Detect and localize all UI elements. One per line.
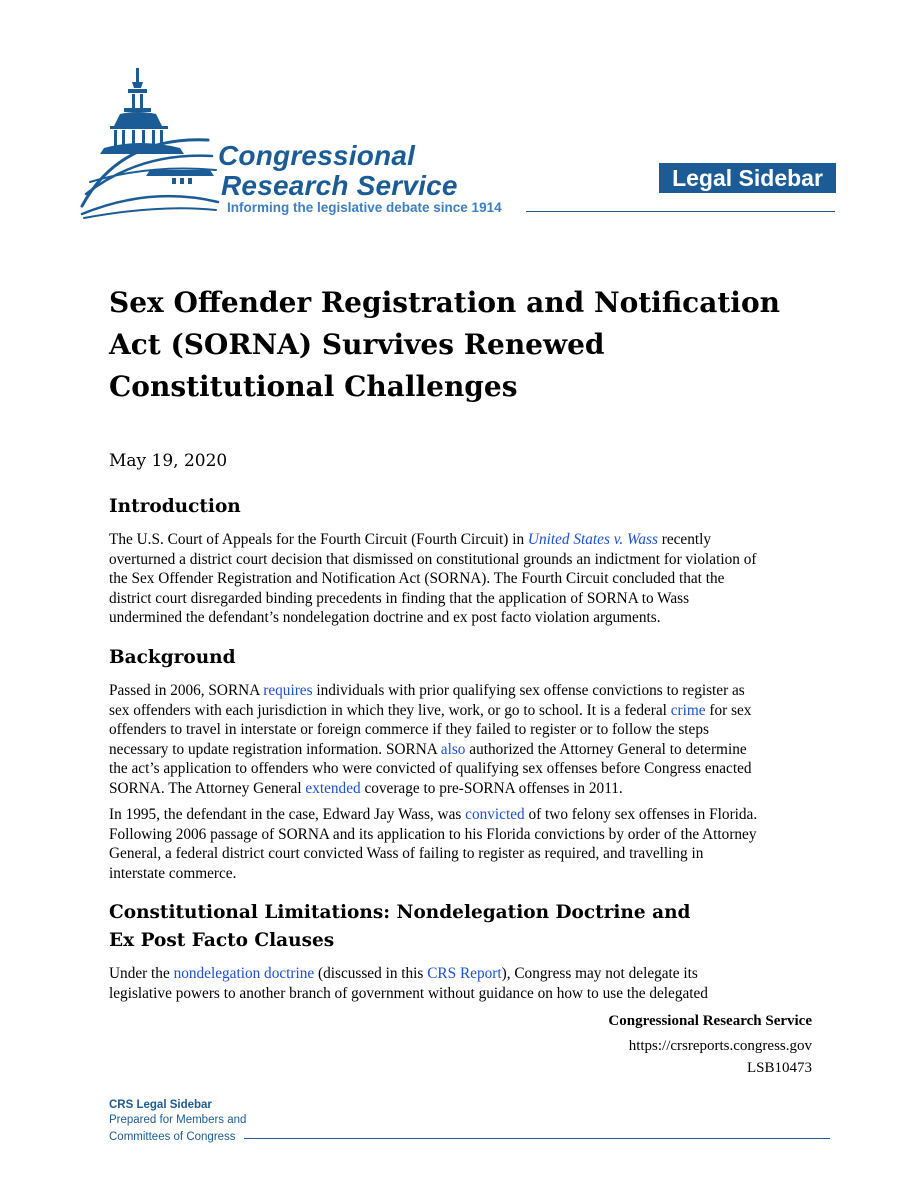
- link-nondelegation-doctrine[interactable]: nondelegation doctrine: [173, 965, 315, 982]
- footer-audience-line1: Prepared for Members and: [109, 1114, 247, 1126]
- section-heading-background: Background: [109, 647, 236, 668]
- text-line: General, a federal district court convicted Wass of failing to register as required, and travelling in: [109, 845, 704, 862]
- footer-audience-line2: Committees of Congress: [109, 1131, 236, 1143]
- title-line: Act (SORNA) Survives Renewed: [109, 328, 605, 361]
- header-rule: [526, 211, 835, 212]
- intro-paragraph: [109, 530, 819, 628]
- link-also[interactable]: also: [440, 740, 466, 758]
- text-line: legislative powers to another branch of government without guidance on how to use the delegated: [109, 984, 708, 1002]
- text-run: necessary to update registration information. SORNA: [109, 740, 441, 758]
- footer-url[interactable]: https://crsreports.congress.gov: [628, 1038, 812, 1054]
- org-tagline: Informing the legislative debate since 1914: [227, 200, 502, 215]
- background-paragraph-1: [109, 681, 819, 798]
- text-run: for sex: [705, 701, 752, 719]
- text-run: authorized the Attorney General to determine: [465, 740, 747, 758]
- text-run: of two felony sex offenses in Florida.: [524, 806, 758, 823]
- footer-doc-id: LSB10473: [746, 1060, 812, 1076]
- page-title: [109, 282, 809, 408]
- text-line: the act’s application to offenders who were convicted of qualifying sex offenses before Congress enacted: [109, 760, 752, 777]
- text-run: SORNA. The Attorney General: [109, 779, 306, 797]
- text-run: individuals with prior qualifying sex offense convictions to register as: [312, 682, 745, 699]
- text-run: (discussed in this: [314, 965, 428, 982]
- link-crime[interactable]: crime: [670, 701, 706, 719]
- text-line: interstate commerce.: [109, 864, 237, 882]
- text-run: sex offenders with each jurisdiction in which they live, work, or go to school. It is a federal: [109, 701, 671, 719]
- section-heading-constitutional-line2: Ex Post Facto Clauses: [109, 930, 335, 951]
- title-line: Sex Offender Registration and Notification: [109, 286, 780, 319]
- text-run: In 1995, the defendant in the case, Edward Jay Wass, was: [109, 806, 466, 823]
- link-extended[interactable]: extended: [305, 779, 361, 797]
- link-requires[interactable]: requires: [263, 682, 313, 699]
- text-line: undermined the defendant’s nondelegation doctrine and ex post facto violation arguments.: [109, 609, 661, 626]
- text-run: recently: [657, 531, 712, 548]
- text-line: the Sex Offender Registration and Notification Act (SORNA). The Fourth Circuit concluded that the: [109, 570, 725, 587]
- footer-rule: [244, 1138, 830, 1139]
- link-crs-report[interactable]: CRS Report: [427, 965, 502, 982]
- text-run: coverage to pre-SORNA offenses in 2011.: [360, 779, 623, 797]
- org-name-line1: Congressional: [218, 140, 416, 171]
- section-heading-constitutional-line1: Constitutional Limitations: Nondelegation Doctrine and: [109, 902, 691, 923]
- text-run: ), Congress may not delegate its: [501, 965, 698, 982]
- footer-org: Congressional Research Service: [608, 1013, 812, 1029]
- text-line: Following 2006 passage of SORNA and its application to his Florida convictions by order of the Attorney: [109, 825, 757, 843]
- title-line: Constitutional Challenges: [109, 370, 518, 403]
- org-name-line2: Research Service: [221, 170, 458, 201]
- text-run: Passed in 2006, SORNA: [109, 682, 264, 699]
- footer-series: CRS Legal Sidebar: [109, 1099, 212, 1111]
- section-heading-introduction: Introduction: [109, 496, 241, 517]
- background-paragraph-2: [109, 805, 819, 883]
- text-line: district court disregarded binding precedents in finding that the application of SORNA to Wass: [109, 589, 690, 607]
- text-line: overturned a district court decision that dismissed on constitutional grounds an indictment for violation of: [109, 550, 757, 568]
- text-line: offenders to travel in interstate or foreign commerce if they failed to register or to follow the steps: [109, 721, 709, 738]
- text-run: The U.S. Court of Appeals for the Fourth Circuit (Fourth Circuit) in: [109, 531, 528, 548]
- text-run: Under the: [109, 965, 174, 982]
- publication-date: May 19, 2020: [109, 451, 228, 471]
- legal-sidebar-badge: Legal Sidebar: [659, 163, 836, 193]
- link-united-states-v-wass[interactable]: United States v. Wass: [527, 531, 658, 548]
- constitutional-paragraph: [109, 964, 819, 1003]
- link-convicted[interactable]: convicted: [465, 806, 525, 823]
